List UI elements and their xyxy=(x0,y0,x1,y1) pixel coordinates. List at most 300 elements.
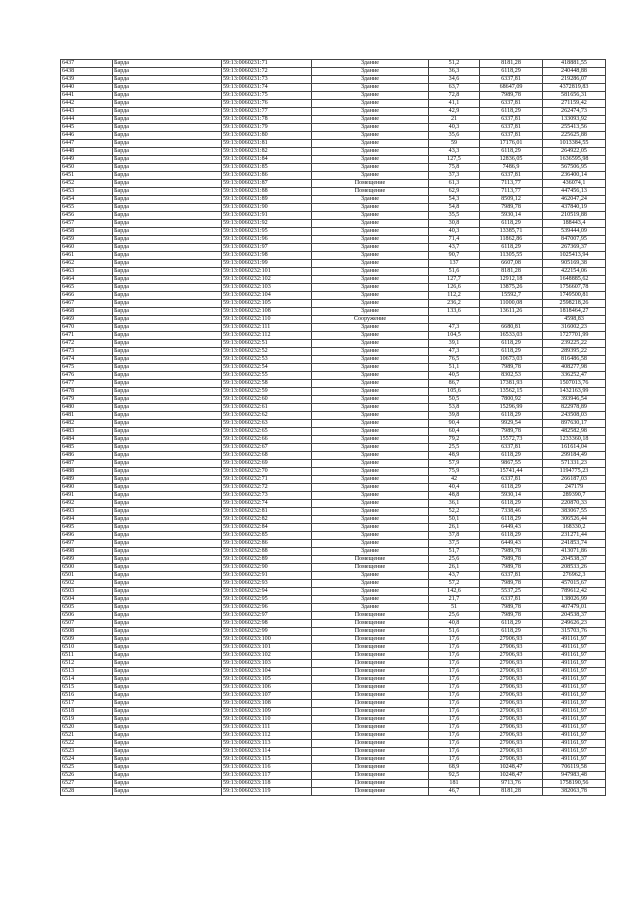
settlement-cell: Барда xyxy=(113,756,222,764)
row-number-cell: 6463 xyxy=(61,268,113,276)
cadastral-number-cell: 59:13:0060232:71 xyxy=(222,476,312,484)
table-row xyxy=(61,268,606,276)
settlement-cell: Барда xyxy=(113,380,222,388)
object-type-cell: Здание xyxy=(312,244,429,252)
row-number-cell: 6513 xyxy=(61,668,113,676)
row-number-cell: 6500 xyxy=(61,564,113,572)
object-type-cell: Здание xyxy=(312,100,429,108)
specific-value-cell: 27906,93 xyxy=(480,756,543,764)
area-cell: 59 xyxy=(429,140,480,148)
cadastral-number-cell: 59:13:0060231:96 xyxy=(222,236,312,244)
row-number-cell: 6466 xyxy=(61,292,113,300)
cadastral-number-cell: 59:13:0060232:99 xyxy=(222,628,312,636)
table-row xyxy=(61,444,606,452)
table-row xyxy=(61,172,606,180)
table-row xyxy=(61,220,606,228)
object-type-cell: Здание xyxy=(312,124,429,132)
specific-value-cell: 6118,29 xyxy=(480,532,543,540)
specific-value-cell: 6118,29 xyxy=(480,628,543,636)
cadastral-value-cell: 204538,37 xyxy=(543,556,606,564)
cadastral-value-cell: 267369,37 xyxy=(543,244,606,252)
settlement-cell: Барда xyxy=(113,180,222,188)
row-number-cell: 6506 xyxy=(61,612,113,620)
specific-value-cell: 6449,43 xyxy=(480,524,543,532)
table-row xyxy=(61,540,606,548)
object-type-cell: Здание xyxy=(312,388,429,396)
settlement-cell: Барда xyxy=(113,772,222,780)
row-number-cell: 6511 xyxy=(61,652,113,660)
specific-value-cell: 15741,44 xyxy=(480,468,543,476)
table-row xyxy=(61,156,606,164)
cadastral-value-cell: 255413,56 xyxy=(543,124,606,132)
table-row xyxy=(61,92,606,100)
cadastral-number-cell: 59:13:0060232:70 xyxy=(222,468,312,476)
specific-value-cell: 6337,81 xyxy=(480,116,543,124)
settlement-cell: Барда xyxy=(113,524,222,532)
specific-value-cell: 68647,09 xyxy=(480,84,543,92)
cadastral-number-cell: 59:13:0060232:104 xyxy=(222,292,312,300)
area-cell: 54,3 xyxy=(429,196,480,204)
row-number-cell: 6439 xyxy=(61,76,113,84)
specific-value-cell: 8181,28 xyxy=(480,268,543,276)
cadastral-number-cell: 59:13:0060232:84 xyxy=(222,524,312,532)
settlement-cell: Барда xyxy=(113,324,222,332)
specific-value-cell: 27906,93 xyxy=(480,636,543,644)
area-cell: 36,3 xyxy=(429,68,480,76)
area-cell: 79,2 xyxy=(429,436,480,444)
row-number-cell: 6457 xyxy=(61,220,113,228)
specific-value-cell: 9929,54 xyxy=(480,420,543,428)
object-type-cell: Здание xyxy=(312,252,429,260)
row-number-cell: 6438 xyxy=(61,68,113,76)
settlement-cell: Барда xyxy=(113,492,222,500)
table-row xyxy=(61,60,606,68)
settlement-cell: Барда xyxy=(113,316,222,324)
row-number-cell: 6519 xyxy=(61,716,113,724)
cadastral-value-cell: 491161,97 xyxy=(543,708,606,716)
area-cell: 25,5 xyxy=(429,444,480,452)
specific-value-cell: 5930,14 xyxy=(480,212,543,220)
specific-value-cell: 7338,46 xyxy=(480,508,543,516)
settlement-cell: Барда xyxy=(113,436,222,444)
object-type-cell: Помещение xyxy=(312,188,429,196)
cadastral-number-cell: 59:13:0060233:101 xyxy=(222,644,312,652)
settlement-cell: Барда xyxy=(113,164,222,172)
specific-value-cell: 12912,18 xyxy=(480,276,543,284)
table-row xyxy=(61,612,606,620)
table-row xyxy=(61,164,606,172)
specific-value-cell: 5537,25 xyxy=(480,588,543,596)
cadastral-number-cell: 59:13:0060232:96 xyxy=(222,604,312,612)
object-type-cell: Помещение xyxy=(312,180,429,188)
specific-value-cell: 27906,93 xyxy=(480,668,543,676)
area-cell: 40,8 xyxy=(429,620,480,628)
table-row xyxy=(61,668,606,676)
cadastral-value-cell: 491161,97 xyxy=(543,636,606,644)
table-row xyxy=(61,252,606,260)
cadastral-value-cell: 266187,03 xyxy=(543,476,606,484)
area-cell: 35,6 xyxy=(429,132,480,140)
area-cell: 47,3 xyxy=(429,348,480,356)
row-number-cell: 6503 xyxy=(61,588,113,596)
object-type-cell: Здание xyxy=(312,580,429,588)
settlement-cell: Барда xyxy=(113,452,222,460)
row-number-cell: 6472 xyxy=(61,340,113,348)
cadastral-value-cell: 382063,78 xyxy=(543,788,606,796)
settlement-cell: Барда xyxy=(113,612,222,620)
row-number-cell: 6443 xyxy=(61,108,113,116)
area-cell: 40,5 xyxy=(429,372,480,380)
settlement-cell: Барда xyxy=(113,92,222,100)
settlement-cell: Барда xyxy=(113,148,222,156)
area-cell: 37,3 xyxy=(429,172,480,180)
object-type-cell: Помещение xyxy=(312,732,429,740)
specific-value-cell: 6118,29 xyxy=(480,500,543,508)
area-cell: 17,6 xyxy=(429,700,480,708)
object-type-cell: Здание xyxy=(312,604,429,612)
cadastral-value-cell: 816486,58 xyxy=(543,356,606,364)
settlement-cell: Барда xyxy=(113,340,222,348)
object-type-cell: Здание xyxy=(312,204,429,212)
cadastral-value-cell: 422154,06 xyxy=(543,268,606,276)
table-row xyxy=(61,764,606,772)
object-type-cell: Здание xyxy=(312,212,429,220)
row-number-cell: 6448 xyxy=(61,148,113,156)
specific-value-cell: 7989,78 xyxy=(480,564,543,572)
cadastral-value-cell: 1233360,18 xyxy=(543,436,606,444)
table-row xyxy=(61,204,606,212)
settlement-cell: Барда xyxy=(113,396,222,404)
cadastral-number-cell: 59:13:0060232:91 xyxy=(222,572,312,580)
settlement-cell: Барда xyxy=(113,564,222,572)
row-number-cell: 6495 xyxy=(61,524,113,532)
cadastral-value-cell: 393946,54 xyxy=(543,396,606,404)
settlement-cell: Барда xyxy=(113,668,222,676)
row-number-cell: 6468 xyxy=(61,308,113,316)
cadastral-value-cell: 138026,99 xyxy=(543,596,606,604)
specific-value-cell: 9713,76 xyxy=(480,780,543,788)
row-number-cell: 6477 xyxy=(61,380,113,388)
area-cell: 17,6 xyxy=(429,748,480,756)
specific-value-cell: 6337,81 xyxy=(480,76,543,84)
area-cell: 17,6 xyxy=(429,724,480,732)
row-number-cell: 6517 xyxy=(61,700,113,708)
table-row xyxy=(61,652,606,660)
area-cell: 17,6 xyxy=(429,692,480,700)
cadastral-number-cell: 59:13:0060232:95 xyxy=(222,596,312,604)
cadastral-number-cell: 59:13:0060231:86 xyxy=(222,172,312,180)
cadastral-number-cell: 59:13:0060233:102 xyxy=(222,652,312,660)
area-cell: 133,6 xyxy=(429,308,480,316)
row-number-cell: 6450 xyxy=(61,164,113,172)
cadastral-number-cell: 59:13:0060232:53 xyxy=(222,356,312,364)
row-number-cell: 6507 xyxy=(61,620,113,628)
area-cell: 17,6 xyxy=(429,732,480,740)
area-cell: 39,8 xyxy=(429,412,480,420)
object-type-cell: Здание xyxy=(312,572,429,580)
table-row xyxy=(61,372,606,380)
cadastral-number-cell: 59:13:0060232:74 xyxy=(222,500,312,508)
cadastral-value-cell: 491161,97 xyxy=(543,700,606,708)
cadastral-number-cell: 59:13:0060233:110 xyxy=(222,716,312,724)
settlement-cell: Барда xyxy=(113,724,222,732)
row-number-cell: 6475 xyxy=(61,364,113,372)
row-number-cell: 6496 xyxy=(61,532,113,540)
specific-value-cell: 5930,14 xyxy=(480,492,543,500)
specific-value-cell: 7113,77 xyxy=(480,188,543,196)
object-type-cell: Здание xyxy=(312,292,429,300)
cadastral-number-cell: 59:13:0060232:94 xyxy=(222,588,312,596)
table-row xyxy=(61,548,606,556)
cadastral-number-cell: 59:13:0060232:101 xyxy=(222,268,312,276)
cadastral-number-cell: 59:13:0060231:78 xyxy=(222,116,312,124)
specific-value-cell: 8302,53 xyxy=(480,372,543,380)
settlement-cell: Барда xyxy=(113,244,222,252)
cadastral-number-cell: 59:13:0060231:99 xyxy=(222,260,312,268)
cadastral-value-cell: 462047,24 xyxy=(543,196,606,204)
settlement-cell: Барда xyxy=(113,620,222,628)
cadastral-number-cell: 59:13:0060232:68 xyxy=(222,452,312,460)
settlement-cell: Барда xyxy=(113,732,222,740)
object-type-cell: Помещение xyxy=(312,692,429,700)
area-cell: 104,5 xyxy=(429,332,480,340)
area-cell: 21,7 xyxy=(429,596,480,604)
object-type-cell: Здание xyxy=(312,380,429,388)
cadastral-number-cell: 59:13:0060233:108 xyxy=(222,700,312,708)
settlement-cell: Барда xyxy=(113,780,222,788)
cadastral-number-cell: 59:13:0060233:106 xyxy=(222,684,312,692)
cadastral-number-cell: 59:13:0060232:89 xyxy=(222,556,312,564)
table-row xyxy=(61,68,606,76)
cadastral-value-table xyxy=(60,59,606,796)
settlement-cell: Барда xyxy=(113,508,222,516)
cadastral-value-cell: 1818464,27 xyxy=(543,308,606,316)
cadastral-number-cell: 59:13:0060232:93 xyxy=(222,580,312,588)
table-row xyxy=(61,412,606,420)
cadastral-value-cell: 447456,13 xyxy=(543,188,606,196)
area-cell: 17,6 xyxy=(429,716,480,724)
cadastral-number-cell: 59:13:0060232:51 xyxy=(222,340,312,348)
cadastral-value-cell: 315703,76 xyxy=(543,628,606,636)
cadastral-number-cell: 59:13:0060232:88 xyxy=(222,548,312,556)
row-number-cell: 6452 xyxy=(61,180,113,188)
cadastral-value-cell: 289395,22 xyxy=(543,348,606,356)
row-number-cell: 6508 xyxy=(61,628,113,636)
cadastral-number-cell: 59:13:0060232:105 xyxy=(222,300,312,308)
settlement-cell: Барда xyxy=(113,108,222,116)
cadastral-value-cell: 1648885,62 xyxy=(543,276,606,284)
table-row xyxy=(61,532,606,540)
cadastral-value-cell: 1013384,55 xyxy=(543,140,606,148)
settlement-cell: Барда xyxy=(113,300,222,308)
cadastral-value-cell: 491161,97 xyxy=(543,740,606,748)
settlement-cell: Барда xyxy=(113,660,222,668)
cadastral-value-cell: 491161,97 xyxy=(543,748,606,756)
area-cell: 25,6 xyxy=(429,612,480,620)
table-row xyxy=(61,404,606,412)
object-type-cell: Здание xyxy=(312,396,429,404)
table-row xyxy=(61,756,606,764)
area-cell: 37,8 xyxy=(429,532,480,540)
row-number-cell: 6437 xyxy=(61,60,113,68)
cadastral-value-cell: 220870,33 xyxy=(543,500,606,508)
table-row xyxy=(61,244,606,252)
cadastral-number-cell: 59:13:0060232:58 xyxy=(222,380,312,388)
cadastral-value-cell: 407479,01 xyxy=(543,604,606,612)
specific-value-cell: 11000,08 xyxy=(480,300,543,308)
row-number-cell: 6480 xyxy=(61,404,113,412)
specific-value-cell: 9867,55 xyxy=(480,460,543,468)
cadastral-number-cell: 59:13:0060233:112 xyxy=(222,732,312,740)
specific-value-cell: 27906,93 xyxy=(480,716,543,724)
area-cell: 75,8 xyxy=(429,164,480,172)
table-row xyxy=(61,484,606,492)
object-type-cell: Здание xyxy=(312,156,429,164)
specific-value-cell: 6118,29 xyxy=(480,620,543,628)
specific-value-cell: 27906,93 xyxy=(480,732,543,740)
specific-value-cell: 8181,28 xyxy=(480,788,543,796)
row-number-cell: 6441 xyxy=(61,92,113,100)
cadastral-number-cell: 59:13:0060231:79 xyxy=(222,124,312,132)
specific-value-cell: 6118,29 xyxy=(480,516,543,524)
table-row xyxy=(61,428,606,436)
cadastral-number-cell: 59:13:0060233:100 xyxy=(222,636,312,644)
cadastral-value-cell: 306526,44 xyxy=(543,516,606,524)
object-type-cell: Здание xyxy=(312,548,429,556)
cadastral-value-cell: 2598218,26 xyxy=(543,300,606,308)
settlement-cell: Барда xyxy=(113,188,222,196)
area-cell: 37,5 xyxy=(429,540,480,548)
cadastral-value-cell: 168330,2 xyxy=(543,524,606,532)
area-cell: 181 xyxy=(429,780,480,788)
cadastral-value-cell: 225625,88 xyxy=(543,132,606,140)
cadastral-number-cell: 59:13:0060233:107 xyxy=(222,692,312,700)
cadastral-value-cell: 1758190,56 xyxy=(543,780,606,788)
object-type-cell: Здание xyxy=(312,92,429,100)
specific-value-cell: 17381,93 xyxy=(480,380,543,388)
settlement-cell: Барда xyxy=(113,140,222,148)
settlement-cell: Барда xyxy=(113,404,222,412)
row-number-cell: 6492 xyxy=(61,500,113,508)
area-cell: 142,6 xyxy=(429,588,480,596)
cadastral-number-cell: 59:13:0060231:84 xyxy=(222,156,312,164)
area-cell: 43,7 xyxy=(429,572,480,580)
specific-value-cell: 27906,93 xyxy=(480,684,543,692)
specific-value-cell: 15592,7 xyxy=(480,292,543,300)
row-number-cell: 6493 xyxy=(61,508,113,516)
cadastral-value-cell: 383067,55 xyxy=(543,508,606,516)
row-number-cell: 6501 xyxy=(61,572,113,580)
settlement-cell: Барда xyxy=(113,548,222,556)
specific-value-cell: 13385,71 xyxy=(480,228,543,236)
cadastral-value-cell: 299184,49 xyxy=(543,452,606,460)
specific-value-cell: 27906,93 xyxy=(480,700,543,708)
area-cell: 43,7 xyxy=(429,244,480,252)
row-number-cell: 6442 xyxy=(61,100,113,108)
cadastral-value-cell: 408277,98 xyxy=(543,364,606,372)
cadastral-value-cell: 264922,05 xyxy=(543,148,606,156)
table-row xyxy=(61,708,606,716)
table-row xyxy=(61,692,606,700)
row-number-cell: 6523 xyxy=(61,748,113,756)
area-cell: 51 xyxy=(429,604,480,612)
cadastral-number-cell: 59:13:0060231:95 xyxy=(222,228,312,236)
settlement-cell: Барда xyxy=(113,124,222,132)
cadastral-number-cell: 59:13:0060231:90 xyxy=(222,204,312,212)
table-row xyxy=(61,388,606,396)
cadastral-number-cell: 59:13:0060232:97 xyxy=(222,612,312,620)
cadastral-number-cell: 59:13:0060231:91 xyxy=(222,212,312,220)
table-row xyxy=(61,636,606,644)
cadastral-number-cell: 59:13:0060232:72 xyxy=(222,484,312,492)
object-type-cell: Здание xyxy=(312,404,429,412)
specific-value-cell: 12836,05 xyxy=(480,156,543,164)
area-cell: 40,3 xyxy=(429,228,480,236)
specific-value-cell: 6680,81 xyxy=(480,324,543,332)
row-number-cell: 6489 xyxy=(61,476,113,484)
table-row xyxy=(61,236,606,244)
area-cell: 17,6 xyxy=(429,684,480,692)
area-cell: 17,6 xyxy=(429,676,480,684)
table-row xyxy=(61,772,606,780)
row-number-cell: 6525 xyxy=(61,764,113,772)
specific-value-cell: 7989,78 xyxy=(480,548,543,556)
cadastral-value-cell: 262474,73 xyxy=(543,108,606,116)
area-cell: 50,5 xyxy=(429,396,480,404)
area-cell: 46,7 xyxy=(429,788,480,796)
table-row xyxy=(61,516,606,524)
settlement-cell: Барда xyxy=(113,652,222,660)
row-number-cell: 6516 xyxy=(61,692,113,700)
area-cell: 17,6 xyxy=(429,636,480,644)
row-number-cell: 6469 xyxy=(61,316,113,324)
table-row xyxy=(61,740,606,748)
row-number-cell: 6483 xyxy=(61,428,113,436)
table-row xyxy=(61,604,606,612)
cadastral-number-cell: 59:13:0060233:116 xyxy=(222,764,312,772)
row-number-cell: 6478 xyxy=(61,388,113,396)
row-number-cell: 6487 xyxy=(61,460,113,468)
table-row xyxy=(61,276,606,284)
table-row xyxy=(61,460,606,468)
settlement-cell: Барда xyxy=(113,212,222,220)
cadastral-value-cell: 491161,97 xyxy=(543,684,606,692)
settlement-cell: Барда xyxy=(113,276,222,284)
specific-value-cell: 6337,81 xyxy=(480,476,543,484)
cadastral-number-cell: 59:13:0060232:112 xyxy=(222,332,312,340)
cadastral-number-cell: 59:13:0060232:73 xyxy=(222,492,312,500)
cadastral-value-cell: 482582,98 xyxy=(543,428,606,436)
settlement-cell: Барда xyxy=(113,308,222,316)
specific-value-cell: 27906,93 xyxy=(480,708,543,716)
row-number-cell: 6451 xyxy=(61,172,113,180)
specific-value-cell: 27906,93 xyxy=(480,644,543,652)
cadastral-value-cell: 491161,97 xyxy=(543,756,606,764)
area-cell: 51,6 xyxy=(429,268,480,276)
object-type-cell: Здание xyxy=(312,412,429,420)
area-cell: 137 xyxy=(429,260,480,268)
object-type-cell: Помещение xyxy=(312,780,429,788)
cadastral-number-cell: 59:13:0060232:90 xyxy=(222,564,312,572)
settlement-cell: Барда xyxy=(113,372,222,380)
settlement-cell: Барда xyxy=(113,220,222,228)
settlement-cell: Барда xyxy=(113,132,222,140)
object-type-cell: Помещение xyxy=(312,748,429,756)
area-cell: 71,4 xyxy=(429,236,480,244)
row-number-cell: 6512 xyxy=(61,660,113,668)
object-type-cell: Здание xyxy=(312,428,429,436)
table-row xyxy=(61,148,606,156)
